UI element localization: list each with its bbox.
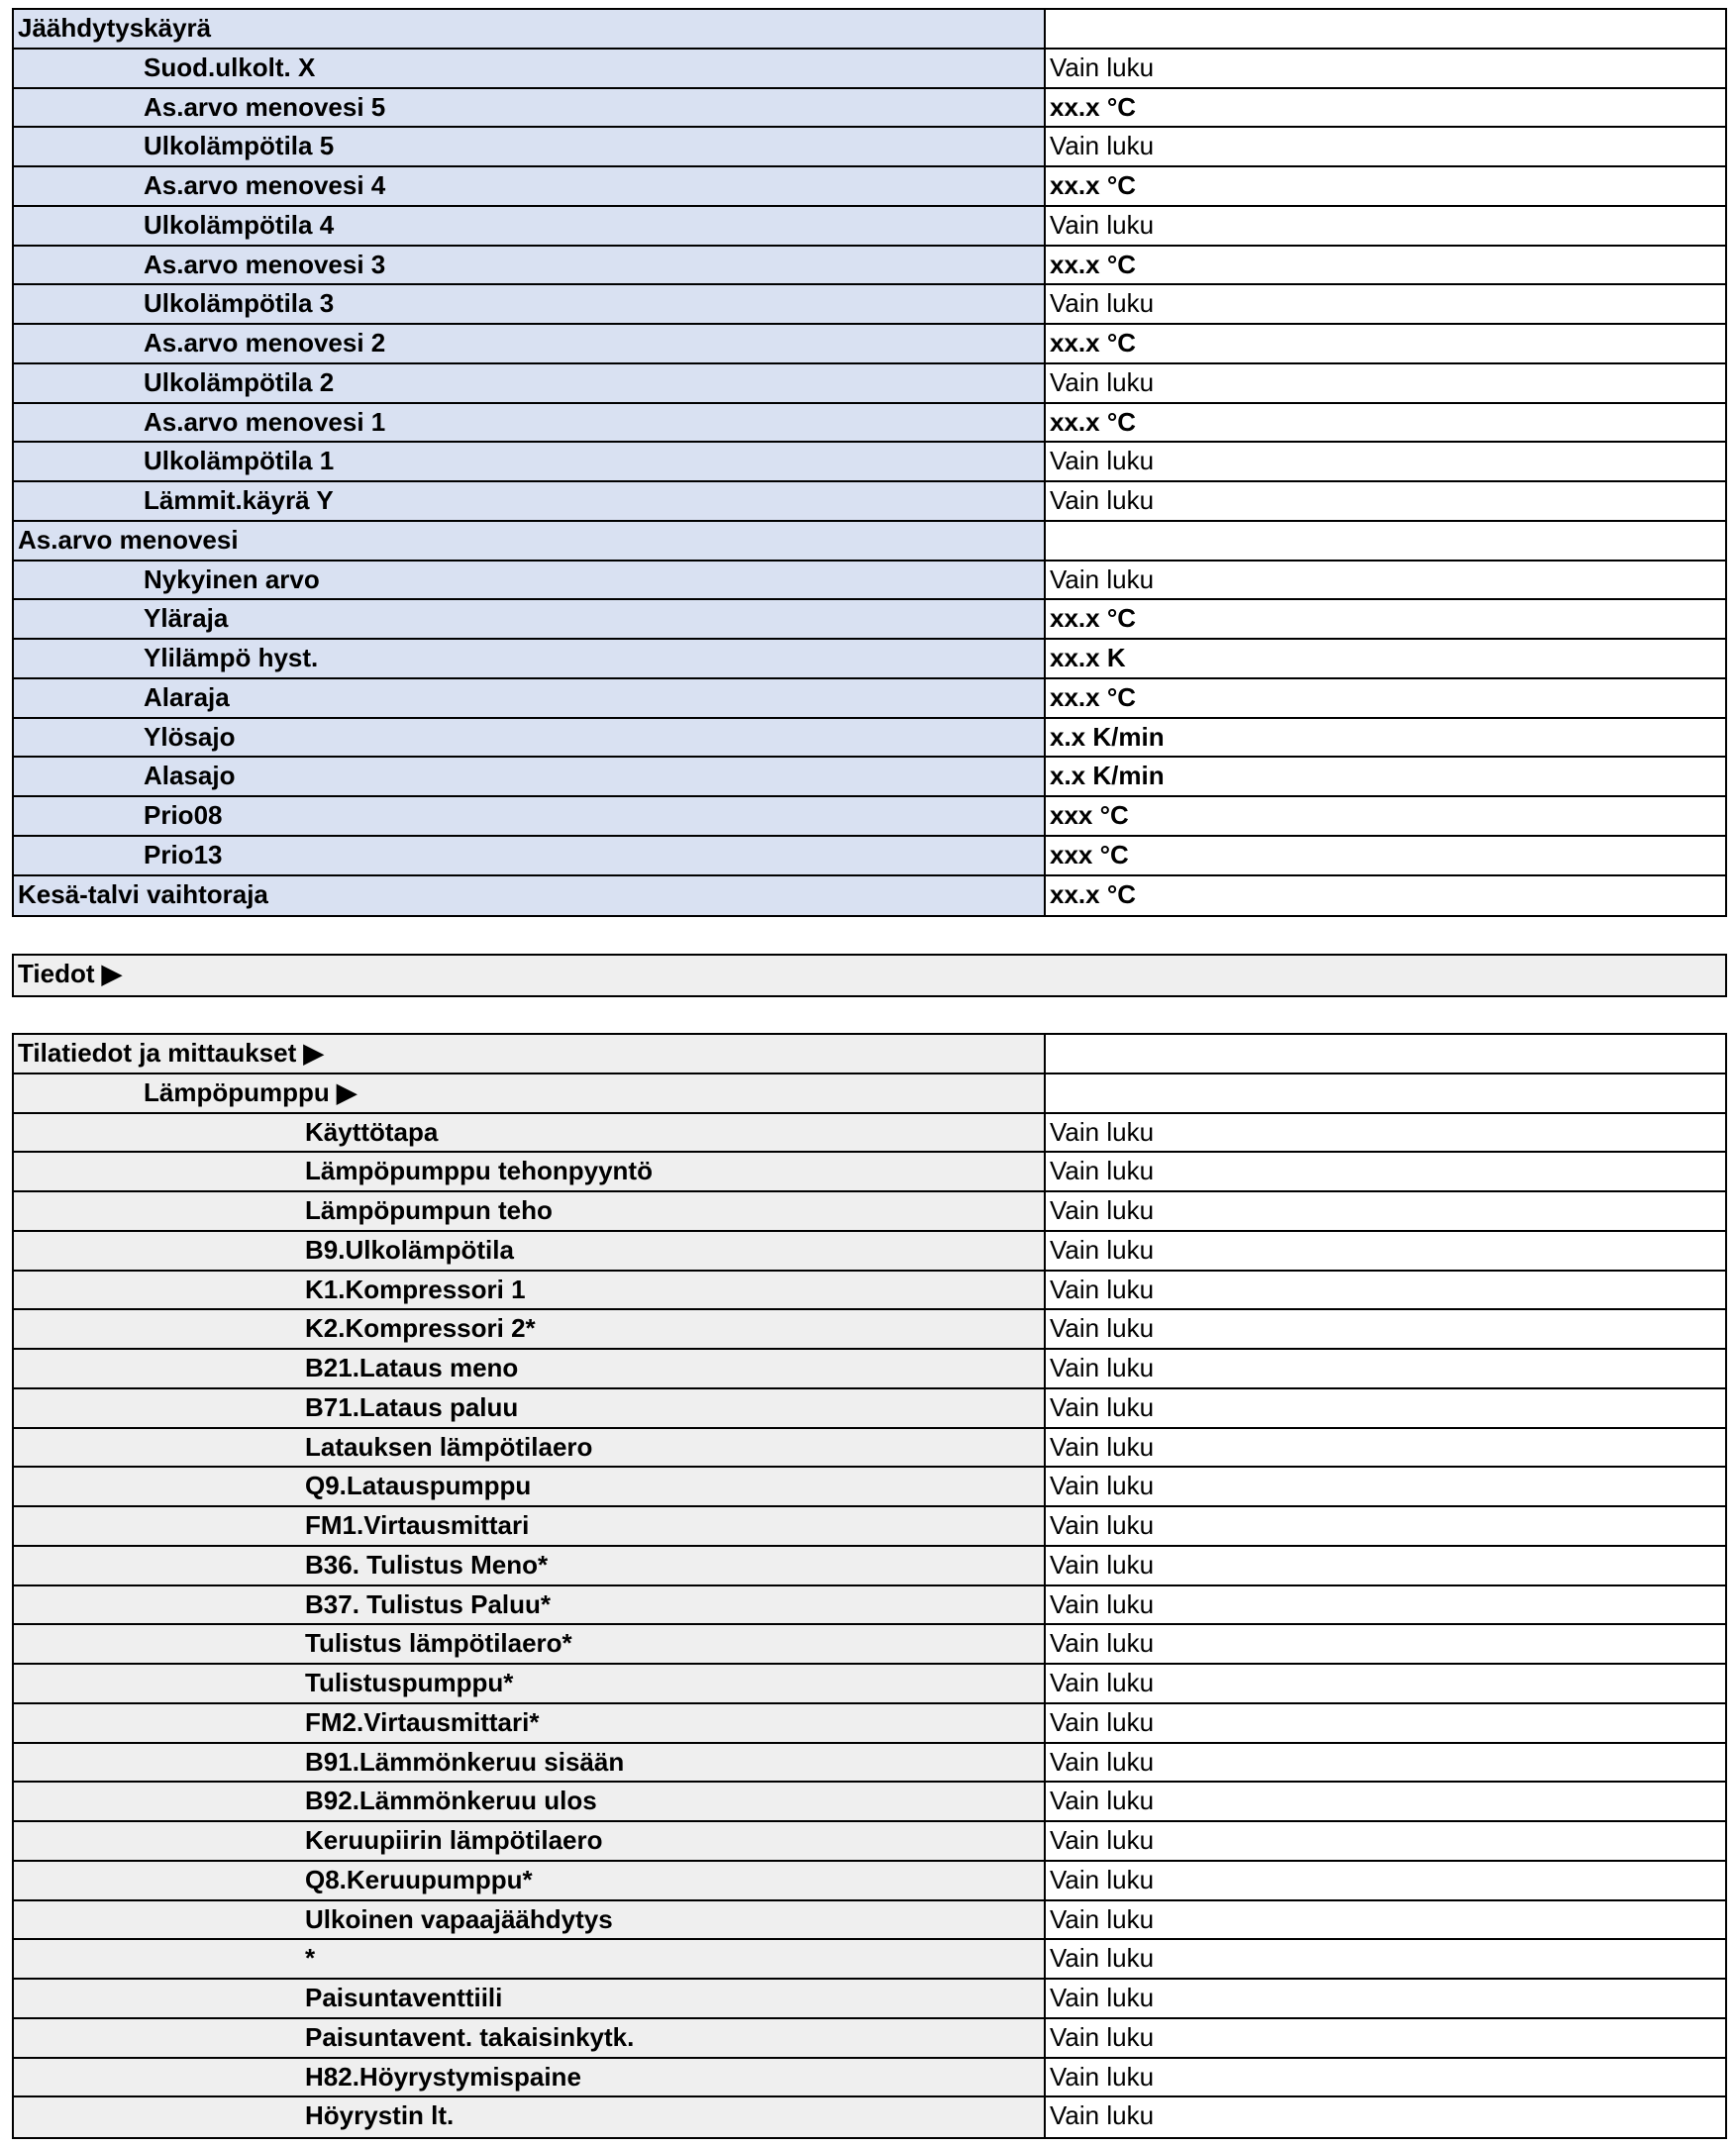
table-row[interactable]: [14, 1547, 1725, 1586]
row-label: Prio13: [14, 837, 1046, 874]
row-value: Vain luku: [1050, 2100, 1155, 2131]
row-value: xx.x °C: [1050, 406, 1137, 437]
table-row[interactable]: [14, 285, 1725, 325]
table-row[interactable]: [14, 1862, 1725, 1901]
row-value: [1046, 522, 1725, 560]
table-row[interactable]: [14, 247, 1725, 286]
row-label: Ulkolämpötila 5: [14, 128, 1046, 165]
row-label: B37. Tulistus Paluu*: [14, 1586, 1046, 1624]
table-row[interactable]: [14, 522, 1725, 562]
table-row[interactable]: [14, 2059, 1725, 2098]
row-value: Vain luku: [1050, 1628, 1155, 1659]
table-row[interactable]: [14, 364, 1725, 404]
row-label: As.arvo menovesi 3: [14, 247, 1046, 284]
row-label: Kesä-talvi vaihtoraja: [14, 876, 1046, 916]
row-label: As.arvo menovesi 2: [14, 325, 1046, 362]
table-row[interactable]: [14, 1704, 1725, 1744]
row-label: Käyttötapa: [14, 1114, 1046, 1152]
table-row[interactable]: [14, 1980, 1725, 2019]
row-value: Vain luku: [1050, 1668, 1155, 1697]
row-value: xx.x °C: [1050, 249, 1137, 279]
row-value: xx.x °C: [1050, 681, 1137, 712]
row-label: Alasajo: [14, 758, 1046, 795]
row-value: Vain luku: [1050, 51, 1155, 82]
row-label: Lämpöpumppu ▶: [14, 1074, 1046, 1112]
row-label: K1.Kompressori 1: [14, 1272, 1046, 1309]
table-row[interactable]: [14, 404, 1725, 444]
table-row[interactable]: [14, 167, 1725, 207]
row-value: Vain luku: [1050, 485, 1155, 515]
row-value: Vain luku: [1050, 1983, 1155, 2012]
row-label: B36. Tulistus Meno*: [14, 1547, 1046, 1584]
row-value: Vain luku: [1050, 1391, 1155, 1422]
table-row[interactable]: [14, 600, 1725, 640]
row-value: Vain luku: [1050, 131, 1155, 161]
row-value: xx.x °C: [1050, 170, 1137, 200]
row-value: Vain luku: [1050, 1431, 1155, 1462]
row-label: FM1.Virtausmittari: [14, 1507, 1046, 1545]
row-label: Lämpöpumppu tehonpyyntö: [14, 1153, 1046, 1190]
row-label: Q8.Keruupumppu*: [14, 1862, 1046, 1899]
row-label: FM2.Virtausmittari*: [14, 1704, 1046, 1742]
table-row[interactable]: [14, 1744, 1725, 1784]
row-value: Vain luku: [1050, 366, 1155, 397]
row-label: Tulistuspumppu*: [14, 1665, 1046, 1702]
row-label: Ulkoinen vapaajäähdytys: [14, 1901, 1046, 1939]
row-label: Alaraja: [14, 679, 1046, 717]
table-row[interactable]: [14, 758, 1725, 797]
row-label: Yläraja: [14, 600, 1046, 638]
table-row[interactable]: [14, 1153, 1725, 1192]
row-label: B71.Lataus paluu: [14, 1389, 1046, 1427]
table-row[interactable]: [14, 1901, 1725, 1941]
table-row[interactable]: [14, 1272, 1725, 1311]
table-row[interactable]: [14, 1232, 1725, 1272]
row-value: xxx °C: [1050, 800, 1129, 830]
table-row[interactable]: [14, 797, 1725, 837]
row-label: H82.Höyrystymispaine: [14, 2059, 1046, 2096]
row-label: Paisuntavent. takaisinkytk.: [14, 2019, 1046, 2057]
row-label: B9.Ulkolämpötila: [14, 1232, 1046, 1270]
row-value: Vain luku: [1050, 1353, 1155, 1382]
row-value: Vain luku: [1050, 1116, 1155, 1147]
row-value: Vain luku: [1050, 1195, 1155, 1225]
row-value: Vain luku: [1050, 1903, 1155, 1934]
table-row[interactable]: [14, 1665, 1725, 1704]
row-value: Vain luku: [1050, 1510, 1155, 1540]
row-value: Vain luku: [1050, 1234, 1155, 1265]
row-value: Vain luku: [1050, 1825, 1155, 1855]
table-row[interactable]: [14, 207, 1725, 247]
row-value: x.x K/min: [1050, 721, 1165, 752]
row-label: Tulistus lämpötilaero*: [14, 1625, 1046, 1663]
row-label: Ylösajo: [14, 719, 1046, 757]
table-row[interactable]: [14, 325, 1725, 364]
row-label: Ulkolämpötila 4: [14, 207, 1046, 245]
table-row[interactable]: [14, 1074, 1725, 1114]
table-row[interactable]: [14, 1625, 1725, 1665]
table-row[interactable]: [14, 1507, 1725, 1547]
table-row[interactable]: [14, 1114, 1725, 1154]
row-label: Paisuntaventtiili: [14, 1980, 1046, 2017]
row-label: Keruupiirin lämpötilaero: [14, 1822, 1046, 1860]
row-value: Vain luku: [1050, 1706, 1155, 1737]
row-value: Vain luku: [1050, 1864, 1155, 1894]
table-row[interactable]: [14, 10, 1725, 50]
row-value: Vain luku: [1050, 1274, 1155, 1304]
table-row[interactable]: [14, 562, 1725, 601]
row-value: xx.x °C: [1050, 878, 1137, 909]
table-row[interactable]: [14, 719, 1725, 759]
table-row[interactable]: [14, 1783, 1725, 1822]
table-row[interactable]: [14, 1350, 1725, 1389]
table-row[interactable]: [14, 50, 1725, 89]
row-value: xx.x °C: [1050, 328, 1137, 358]
row-value: Vain luku: [1050, 2061, 1155, 2092]
table-row[interactable]: [14, 1389, 1725, 1429]
info-section-table: [12, 954, 1727, 997]
table-row[interactable]: [14, 640, 1725, 679]
table-row[interactable]: [14, 1429, 1725, 1469]
row-label: K2.Kompressori 2*: [14, 1310, 1046, 1348]
row-label: Lämmit.käyrä Y: [14, 482, 1046, 520]
table-row[interactable]: [14, 1192, 1725, 1232]
row-label: Prio08: [14, 797, 1046, 835]
row-label: B21.Lataus meno: [14, 1350, 1046, 1387]
table-row[interactable]: [14, 482, 1725, 522]
table-row[interactable]: [14, 837, 1725, 876]
row-value: Vain luku: [1050, 2021, 1155, 2052]
row-value: Vain luku: [1050, 1943, 1155, 1974]
table-row[interactable]: [14, 1468, 1725, 1507]
cooling-curve-table: [12, 8, 1727, 917]
table-row[interactable]: [14, 1822, 1725, 1862]
table-row[interactable]: [14, 1310, 1725, 1350]
row-label: Ulkolämpötila 3: [14, 285, 1046, 323]
row-label: Höyrystin lt.: [14, 2097, 1046, 2137]
row-label: B91.Lämmönkeruu sisään: [14, 1744, 1046, 1782]
row-label: Jäähdytyskäyrä: [14, 10, 1046, 48]
row-label: *: [14, 1940, 1046, 1978]
table-row[interactable]: [14, 1035, 1725, 1074]
row-value: Vain luku: [1050, 1549, 1155, 1580]
row-value: xx.x °C: [1050, 603, 1137, 634]
row-value: Vain luku: [1050, 1786, 1155, 1816]
row-label: Latauksen lämpötilaero: [14, 1429, 1046, 1467]
row-label: B92.Lämmönkeruu ulos: [14, 1783, 1046, 1820]
row-label: As.arvo menovesi 1: [14, 404, 1046, 442]
row-value: [1046, 1074, 1725, 1112]
info-label: Tiedot ▶: [14, 956, 1725, 995]
row-value: [1046, 10, 1725, 48]
row-value: xx.x °C: [1050, 91, 1137, 122]
row-label: Ulkolämpötila 2: [14, 364, 1046, 402]
row-value: xxx °C: [1050, 839, 1129, 869]
row-label: Nykyinen arvo: [14, 562, 1046, 599]
row-label: Ulkolämpötila 1: [14, 443, 1046, 480]
row-value: Vain luku: [1050, 1156, 1155, 1186]
row-label: As.arvo menovesi 4: [14, 167, 1046, 205]
row-label: Ylilämpö hyst.: [14, 640, 1046, 677]
status-measurements-table: [12, 1033, 1727, 2139]
row-label: As.arvo menovesi: [14, 522, 1046, 560]
table-row[interactable]: [14, 679, 1725, 719]
table-row[interactable]: [14, 876, 1725, 916]
table-row[interactable]: [14, 443, 1725, 482]
row-value: Vain luku: [1050, 563, 1155, 594]
row-label: Q9.Latauspumppu: [14, 1468, 1046, 1505]
row-value: Vain luku: [1050, 1746, 1155, 1777]
row-value: Vain luku: [1050, 288, 1155, 319]
row-label: Suod.ulkolt. X: [14, 50, 1046, 87]
table-row[interactable]: [14, 2097, 1725, 2137]
table-row[interactable]: [14, 1586, 1725, 1626]
row-label: As.arvo menovesi 5: [14, 89, 1046, 127]
row-label: Lämpöpumpun teho: [14, 1192, 1046, 1230]
table-row[interactable]: [14, 2019, 1725, 2059]
row-label: Tilatiedot ja mittaukset ▶: [14, 1035, 1046, 1073]
row-value: Vain luku: [1050, 1588, 1155, 1619]
row-value: Vain luku: [1050, 446, 1155, 476]
info-row[interactable]: [14, 956, 1725, 995]
row-value: Vain luku: [1050, 1471, 1155, 1501]
row-value: Vain luku: [1050, 1313, 1155, 1344]
table-row[interactable]: [14, 1940, 1725, 1980]
row-value: xx.x K: [1050, 643, 1126, 672]
table-row[interactable]: [14, 128, 1725, 167]
table-row[interactable]: [14, 89, 1725, 129]
row-value: Vain luku: [1050, 209, 1155, 240]
row-value: [1046, 1035, 1725, 1073]
row-value: x.x K/min: [1050, 761, 1165, 791]
